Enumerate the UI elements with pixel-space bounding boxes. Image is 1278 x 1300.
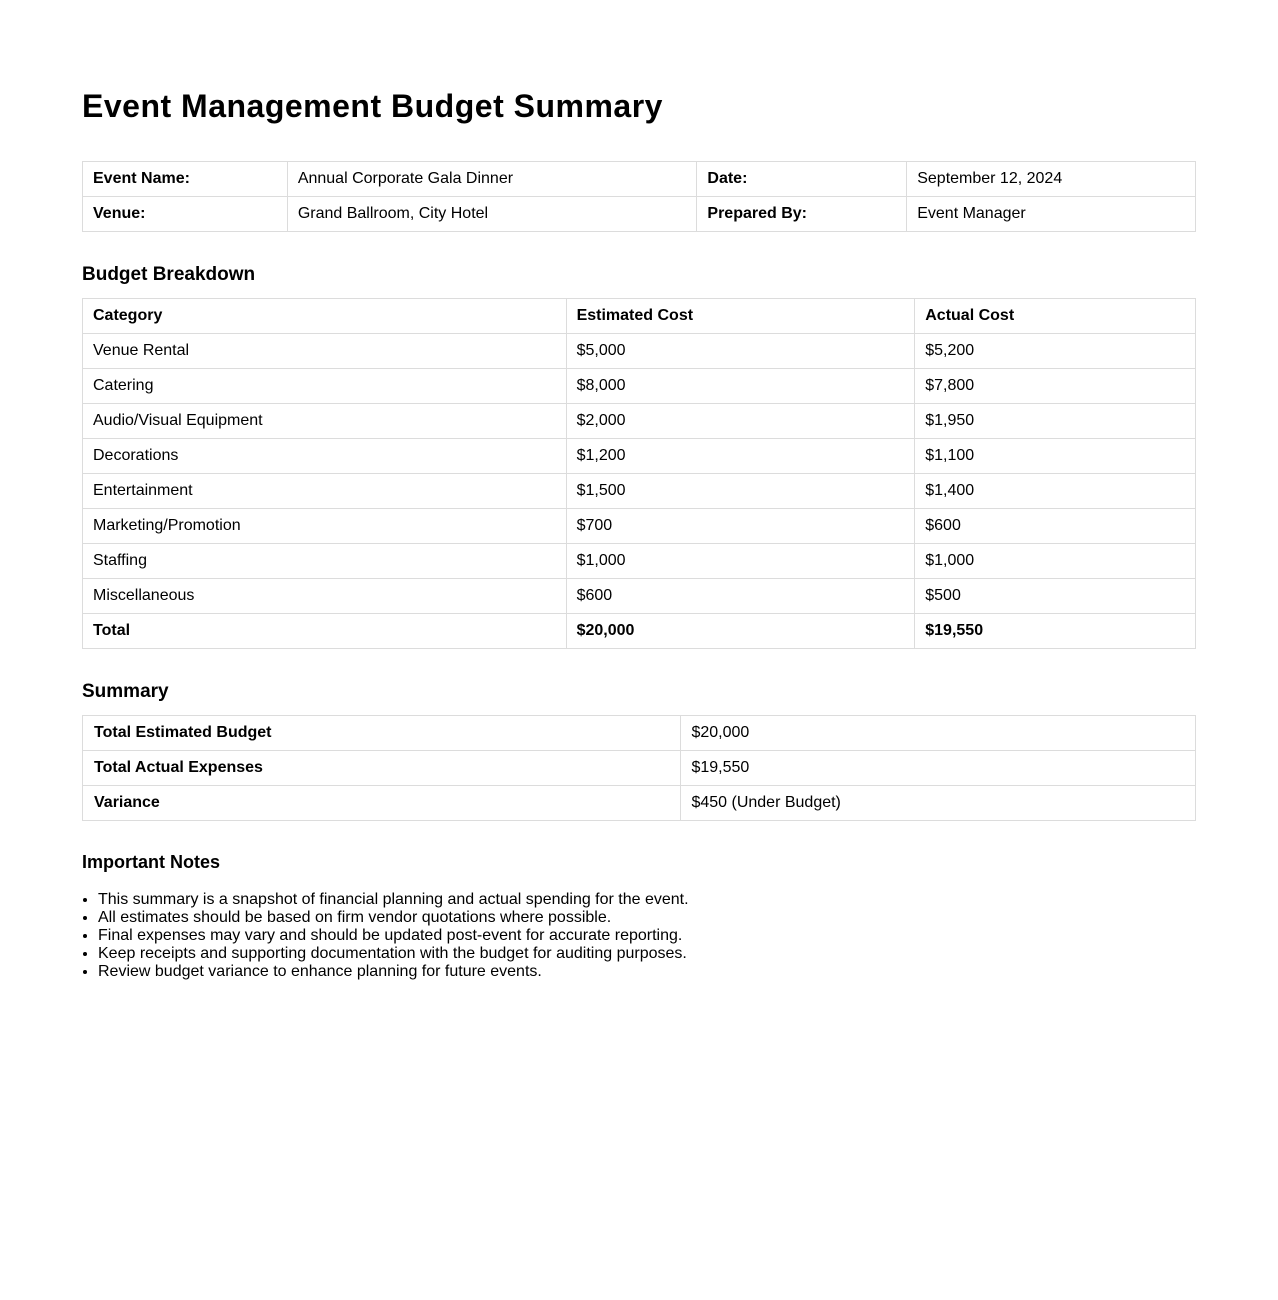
- list-item: • Keep receipts and supporting documentation with the budget for auditing purposes.: [98, 945, 689, 963]
- estimated-cost-cell: $2,000: [566, 404, 915, 439]
- actual-cost-cell: $1,950: [915, 404, 1196, 439]
- prepared-by-value: Event Manager: [907, 197, 1196, 232]
- category-cell: Venue Rental: [83, 334, 567, 369]
- category-cell: Staffing: [83, 544, 567, 579]
- summary-label: Total Actual Expenses: [83, 751, 681, 786]
- estimated-cost-cell: $1,000: [566, 544, 915, 579]
- total-label: Total: [83, 614, 567, 649]
- table-row: [83, 474, 1196, 509]
- table-row: [83, 751, 1196, 786]
- category-cell: Entertainment: [83, 474, 567, 509]
- summary-value: $19,550: [681, 751, 1196, 786]
- table-row: [83, 786, 1196, 821]
- summary-label: Total Estimated Budget: [83, 716, 681, 751]
- category-cell: Decorations: [83, 439, 567, 474]
- summary-label: Variance: [83, 786, 681, 821]
- event-name-value: Annual Corporate Gala Dinner: [287, 162, 697, 197]
- total-actual-cost: $19,550: [915, 614, 1196, 649]
- event-info-table: [82, 161, 1196, 232]
- actual-cost-cell: $500: [915, 579, 1196, 614]
- estimated-cost-cell: $1,500: [566, 474, 915, 509]
- list-item: • Final expenses may vary and should be updated post-event for accurate reporting.: [98, 927, 689, 945]
- estimated-cost-cell: $1,200: [566, 439, 915, 474]
- estimated-cost-cell: $700: [566, 509, 915, 544]
- summary-value: $450 (Under Budget): [681, 786, 1196, 821]
- actual-cost-cell: $1,000: [915, 544, 1196, 579]
- actual-cost-cell: $1,100: [915, 439, 1196, 474]
- table-row: [83, 579, 1196, 614]
- column-header-category: Category: [83, 299, 567, 334]
- actual-cost-cell: $1,400: [915, 474, 1196, 509]
- table-row: [83, 404, 1196, 439]
- estimated-cost-cell: $600: [566, 579, 915, 614]
- summary-heading: Summary: [82, 681, 169, 702]
- list-item: • Review budget variance to enhance planning for future events.: [98, 963, 689, 981]
- page-title: Event Management Budget Summary: [82, 88, 663, 124]
- venue-value: Grand Ballroom, City Hotel: [287, 197, 697, 232]
- budget-breakdown-heading: Budget Breakdown: [82, 264, 256, 285]
- category-cell: Miscellaneous: [83, 579, 567, 614]
- budget-breakdown-table: [82, 298, 1196, 649]
- actual-cost-cell: $5,200: [915, 334, 1196, 369]
- column-header-actual-cost: Actual Cost: [915, 299, 1196, 334]
- column-header-estimated-cost: Estimated Cost: [566, 299, 915, 334]
- total-row: [83, 614, 1196, 649]
- venue-label: Venue:: [83, 197, 288, 232]
- summary-value: $20,000: [681, 716, 1196, 751]
- estimated-cost-cell: $5,000: [566, 334, 915, 369]
- category-cell: Audio/Visual Equipment: [83, 404, 567, 439]
- actual-cost-cell: $600: [915, 509, 1196, 544]
- table-row: [83, 197, 1196, 232]
- table-row: [83, 716, 1196, 751]
- table-header-row: [83, 299, 1196, 334]
- actual-cost-cell: $7,800: [915, 369, 1196, 404]
- list-item: • All estimates should be based on firm vendor quotations where possible.: [98, 909, 689, 927]
- total-estimated-cost: $20,000: [566, 614, 915, 649]
- table-row: [83, 162, 1196, 197]
- event-name-label: Event Name:: [83, 162, 288, 197]
- date-value: September 12, 2024: [907, 162, 1196, 197]
- prepared-by-label: Prepared By:: [697, 197, 907, 232]
- list-item: • This summary is a snapshot of financial planning and actual spending for the event.: [98, 891, 689, 909]
- table-row: [83, 334, 1196, 369]
- date-label: Date:: [697, 162, 907, 197]
- table-row: [83, 544, 1196, 579]
- estimated-cost-cell: $8,000: [566, 369, 915, 404]
- category-cell: Catering: [83, 369, 567, 404]
- category-cell: Marketing/Promotion: [83, 509, 567, 544]
- table-row: [83, 439, 1196, 474]
- important-notes-heading: Important Notes: [82, 852, 221, 872]
- table-row: [83, 369, 1196, 404]
- notes-list: [82, 891, 689, 981]
- summary-table: [82, 715, 1196, 821]
- table-row: [83, 509, 1196, 544]
